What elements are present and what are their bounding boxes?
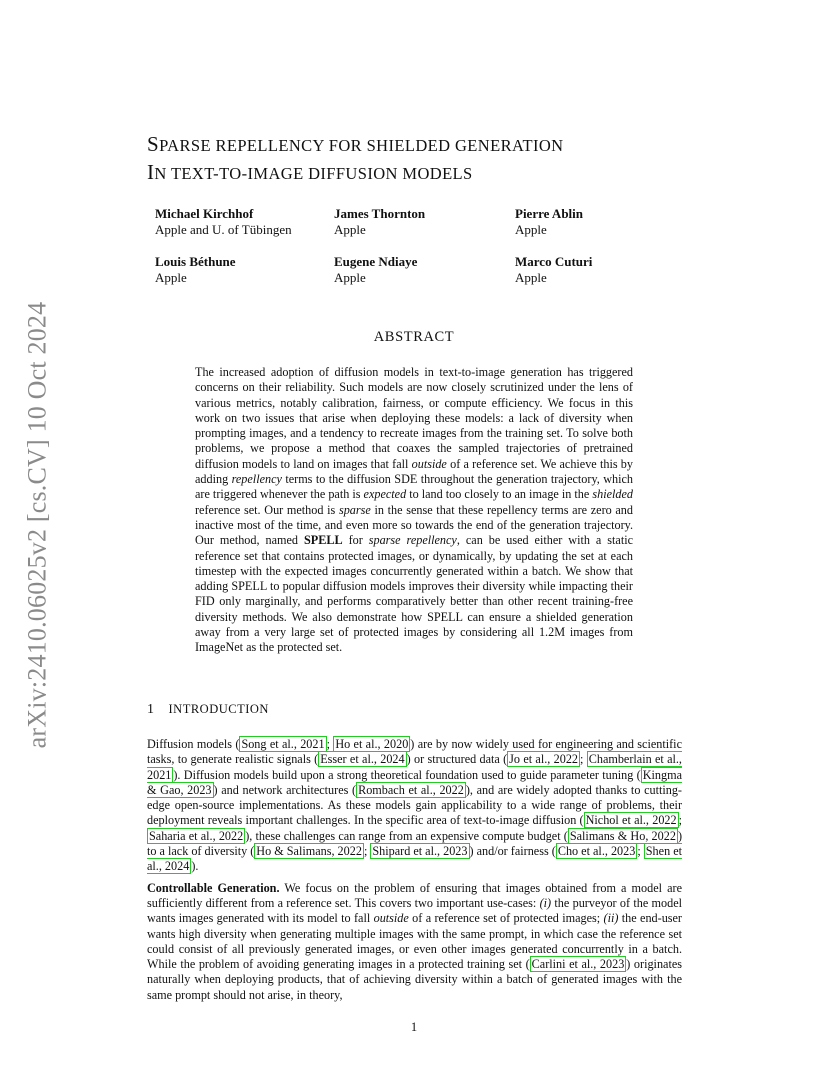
arxiv-sidebar [22,290,52,760]
citation-link[interactable]: Ho et al., 2020 [335,737,409,751]
citation-link[interactable]: Ho & Salimans, 2022 [256,844,362,859]
abstract-heading: ABSTRACT [373,329,455,345]
section-title: INTRODUCTION [168,702,269,716]
citation-link[interactable]: Esser et al., 2024 [320,752,405,767]
author [515,254,675,286]
citation-link[interactable]: Carlini et al., 2023 [531,957,625,972]
author-affiliation: Apple [334,270,366,285]
citation-link[interactable]: Shen et al., 2024 [147,844,683,874]
author-name: Marco Cuturi [515,254,593,269]
title-line-2: IN TEXT-TO-IMAGE DIFFUSION MODELS [147,160,473,184]
author [334,254,515,286]
citation-link[interactable]: Saharia et al., 2022 [149,828,244,843]
citation-link[interactable]: Cho et al., 2023 [557,844,636,859]
arxiv-identifier: arXiv:2410.06025v2 [cs.CV] 10 Oct 2024 [22,301,51,749]
introduction-body [147,737,682,1009]
author-affiliation: Apple [515,222,547,237]
author-name: Eugene Ndiaye [334,254,418,269]
citation-link[interactable]: Song et al., 2021 [241,737,325,751]
author-affiliation: Apple [155,270,187,285]
author-affiliation: Apple [515,270,547,285]
author-name: Michael Kirchhof [155,206,254,221]
paper-title [147,131,707,187]
section-heading-introduction [147,702,269,718]
paragraph: Controllable Generation. We focus on the problem of ensuring that images obtained from a model are sufficiently different from a reference set. This covers two important use-cases: (i) the purveyor of the model wants images generated with its model to fall outside of a reference set of protected images; (ii) the end-user wants high diversity when generating multiple images with the same prompt, in which case the reference set could consist of all previously generated images, or even other images generated concurrently in a batch. While the problem of avoiding generating images in a protected training set ( Carlini et al., 2023 ) originates naturally when deploying products, that of achieving diversity within a batch of generated images with the same prompt should not arise, in theory, [147,880,682,1002]
paragraph: Diffusion models ( Song et al., 2021 ; Ho et al., 2020 ) are by now widely used for engineering and scientific tasks, to generate realistic signals ( Esser et al., 2024 ) or structured data ( Jo et al., 2022 ; Chamberlain et al., 2021 ). Diffusion models build upon a strong theoretical foundation used to guide parameter tuning ( Kingma & Gao, 2023 ) and network architectures ( Rombach et al., 2022 ), and are widely adopted thanks to cutting-edge open-source implementations. As these models gain applicability to a wide range of problems, their deployment reveals important challenges. In the specific area of text-to-image diffusion ( Nichol et al., 2022 ; Saharia et al., 2022 ), these challenges can range from an expensive compute budget ( Salimans & Ho, 2022 ) to a lack of diversity ( Ho & Salimans, 2022 ; Shipard et al., 2023 ) and/or fairness ( Cho et al., 2023 ; Shen et al., 2024 ). [147,737,683,874]
section-number: 1 [147,702,155,717]
author [155,254,334,286]
citation-link[interactable]: Nichol et al., 2022 [585,813,677,828]
author [334,206,515,238]
citation-link[interactable]: Kingma & Gao, 2023 [147,767,682,797]
citation-link[interactable]: Chamberlain et al., 2021 [147,752,682,782]
author-name: Pierre Ablin [515,206,584,221]
author [515,206,675,238]
citation-link[interactable]: Salimans & Ho, 2022 [569,828,676,843]
title-line-1: SPARSE REPELLENCY FOR SHIELDED GENERATION [147,132,564,156]
author-affiliation: Apple and U. of Tübingen [155,222,292,237]
author-name: James Thornton [334,206,426,221]
author-name: Louis Béthune [155,254,236,269]
citation-link[interactable]: Shipard et al., 2023 [372,844,468,859]
author-block [155,206,675,286]
paragraph-heading: Controllable Generation. [147,880,280,895]
citation-link[interactable]: Jo et al., 2022 [509,752,579,767]
author [155,206,334,238]
abstract-text: The increased adoption of diffusion models in text-to-image generation has triggered concerns on their reliability. Such models are now closely scrutinized under the lens of various metrics, notably calibration, fairness, or compute efficiency. We focus in this work on two issues that arise when deploying these models: a lack of diversity when prompting images, and a tendency to recreate images from the training set. To solve both problems, we propose a method that coaxes the sampled trajectories of pretrained diffusion models to land on images that fall outside of a reference set. We achieve this by adding repellency terms to the diffusion SDE throughout the generation trajectory, which are triggered whenever the path is expected to land too closely to an image in the shielded reference set. Our method is sparse in the sense that these repellency terms are zero and inactive most of the time, and even more so towards the end of the generation trajectory. Our method, named SPELL for sparse repellency, can be used either with a static reference set that contains protected images, or dynamically, by updating the set at each timestep with the expected images concurrently generated within a batch. We show that adding SPELL to popular diffusion models improves their diversity while impacting their FID only marginally, and performs comparatively better than other recent training-free diversity methods. We also demonstrate how SPELL can ensure a shielded generation away from a very large set of protected images by considering all 1.2M images from ImageNet as the protected set. [195,365,634,655]
author-affiliation: Apple [334,222,366,237]
page-number: 1 [410,1020,418,1034]
citation-link[interactable]: Rombach et al., 2022 [358,782,464,797]
